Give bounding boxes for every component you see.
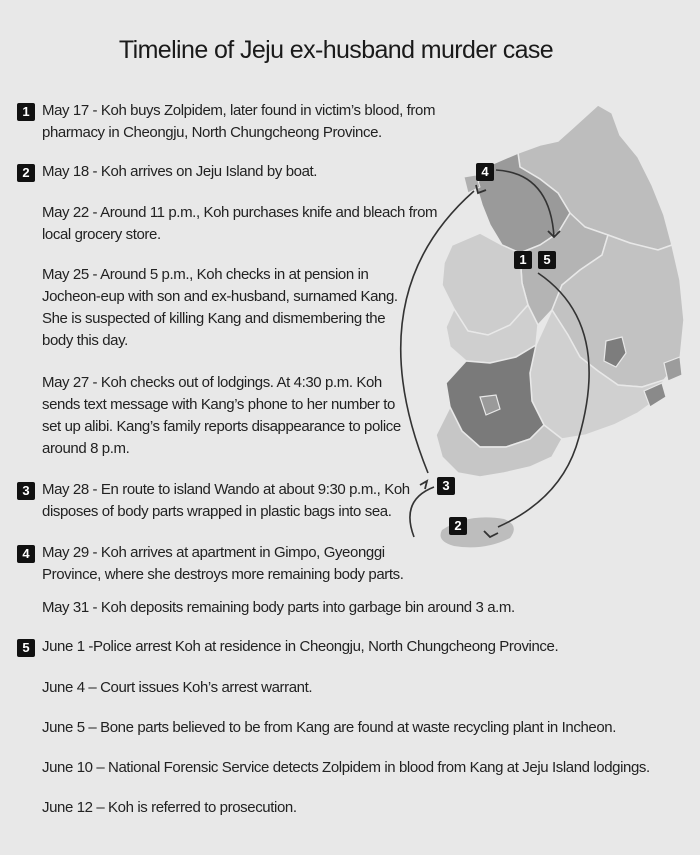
event-june-4: June 4 – Court issues Koh’s arrest warrant.: [42, 679, 313, 696]
map-badge-5: 5: [538, 251, 556, 269]
event-june-10: June 10 – National Forensic Service detects Zolpidem in blood from Kang at Jeju Island lodgings.: [42, 759, 650, 776]
event-may-22: May 22 - Around 11 p.m., Koh purchases knife and bleach from local grocery store.: [42, 204, 438, 243]
event-may-18: May 18 - Koh arrives on Jeju Island by boat.: [42, 163, 318, 180]
badge-3: 3: [17, 482, 35, 500]
badge-2: 2: [17, 164, 35, 182]
map-badge-3: 3: [437, 477, 455, 495]
event-june-5: June 5 – Bone parts believed to be from Kang are found at waste recycling plant in Incheon.: [42, 719, 616, 736]
badge-4: 4: [17, 545, 35, 563]
event-june-12: June 12 – Koh is referred to prosecution.: [42, 799, 297, 816]
map-badge-2: 2: [449, 517, 467, 535]
event-may-28: May 28 - En route to island Wando at about 9:30 p.m., Koh disposes of body parts wrapped in plastic bags into sea.: [42, 481, 410, 520]
event-june-1: June 1 -Police arrest Koh at residence in Cheongju, North Chungcheong Province.: [42, 638, 559, 655]
map-badge-1: 1: [514, 251, 532, 269]
badge-1: 1: [17, 103, 35, 121]
map-badge-4: 4: [476, 163, 494, 181]
page-title: Timeline of Jeju ex-husband murder case: [118, 36, 554, 64]
event-may-29: May 29 - Koh arrives at apartment in Gimpo, Gyeonggi Province, where she destroys more remaining body parts.: [42, 544, 404, 583]
event-may-25: May 25 - Around 5 p.m., Koh checks in at pension in Jocheon-eup with son and ex-husband, surnamed Kang. She is suspected of killing Kang and dismembering the body this day.: [42, 266, 398, 349]
event-may-31: May 31 - Koh deposits remaining body parts into garbage bin around 3 a.m.: [42, 599, 515, 616]
badge-5: 5: [17, 639, 35, 657]
event-may-27: May 27 - Koh checks out of lodgings. At 4:30 p.m. Koh sends text message with Kang’s phone to her number to set up alibi. Kang’s family reports disappearance to police around 8 p.m.: [42, 374, 401, 457]
event-may-17: May 17 - Koh buys Zolpidem, later found in victim’s blood, from pharmacy in Cheongju, North Chungcheong Province.: [42, 102, 436, 141]
